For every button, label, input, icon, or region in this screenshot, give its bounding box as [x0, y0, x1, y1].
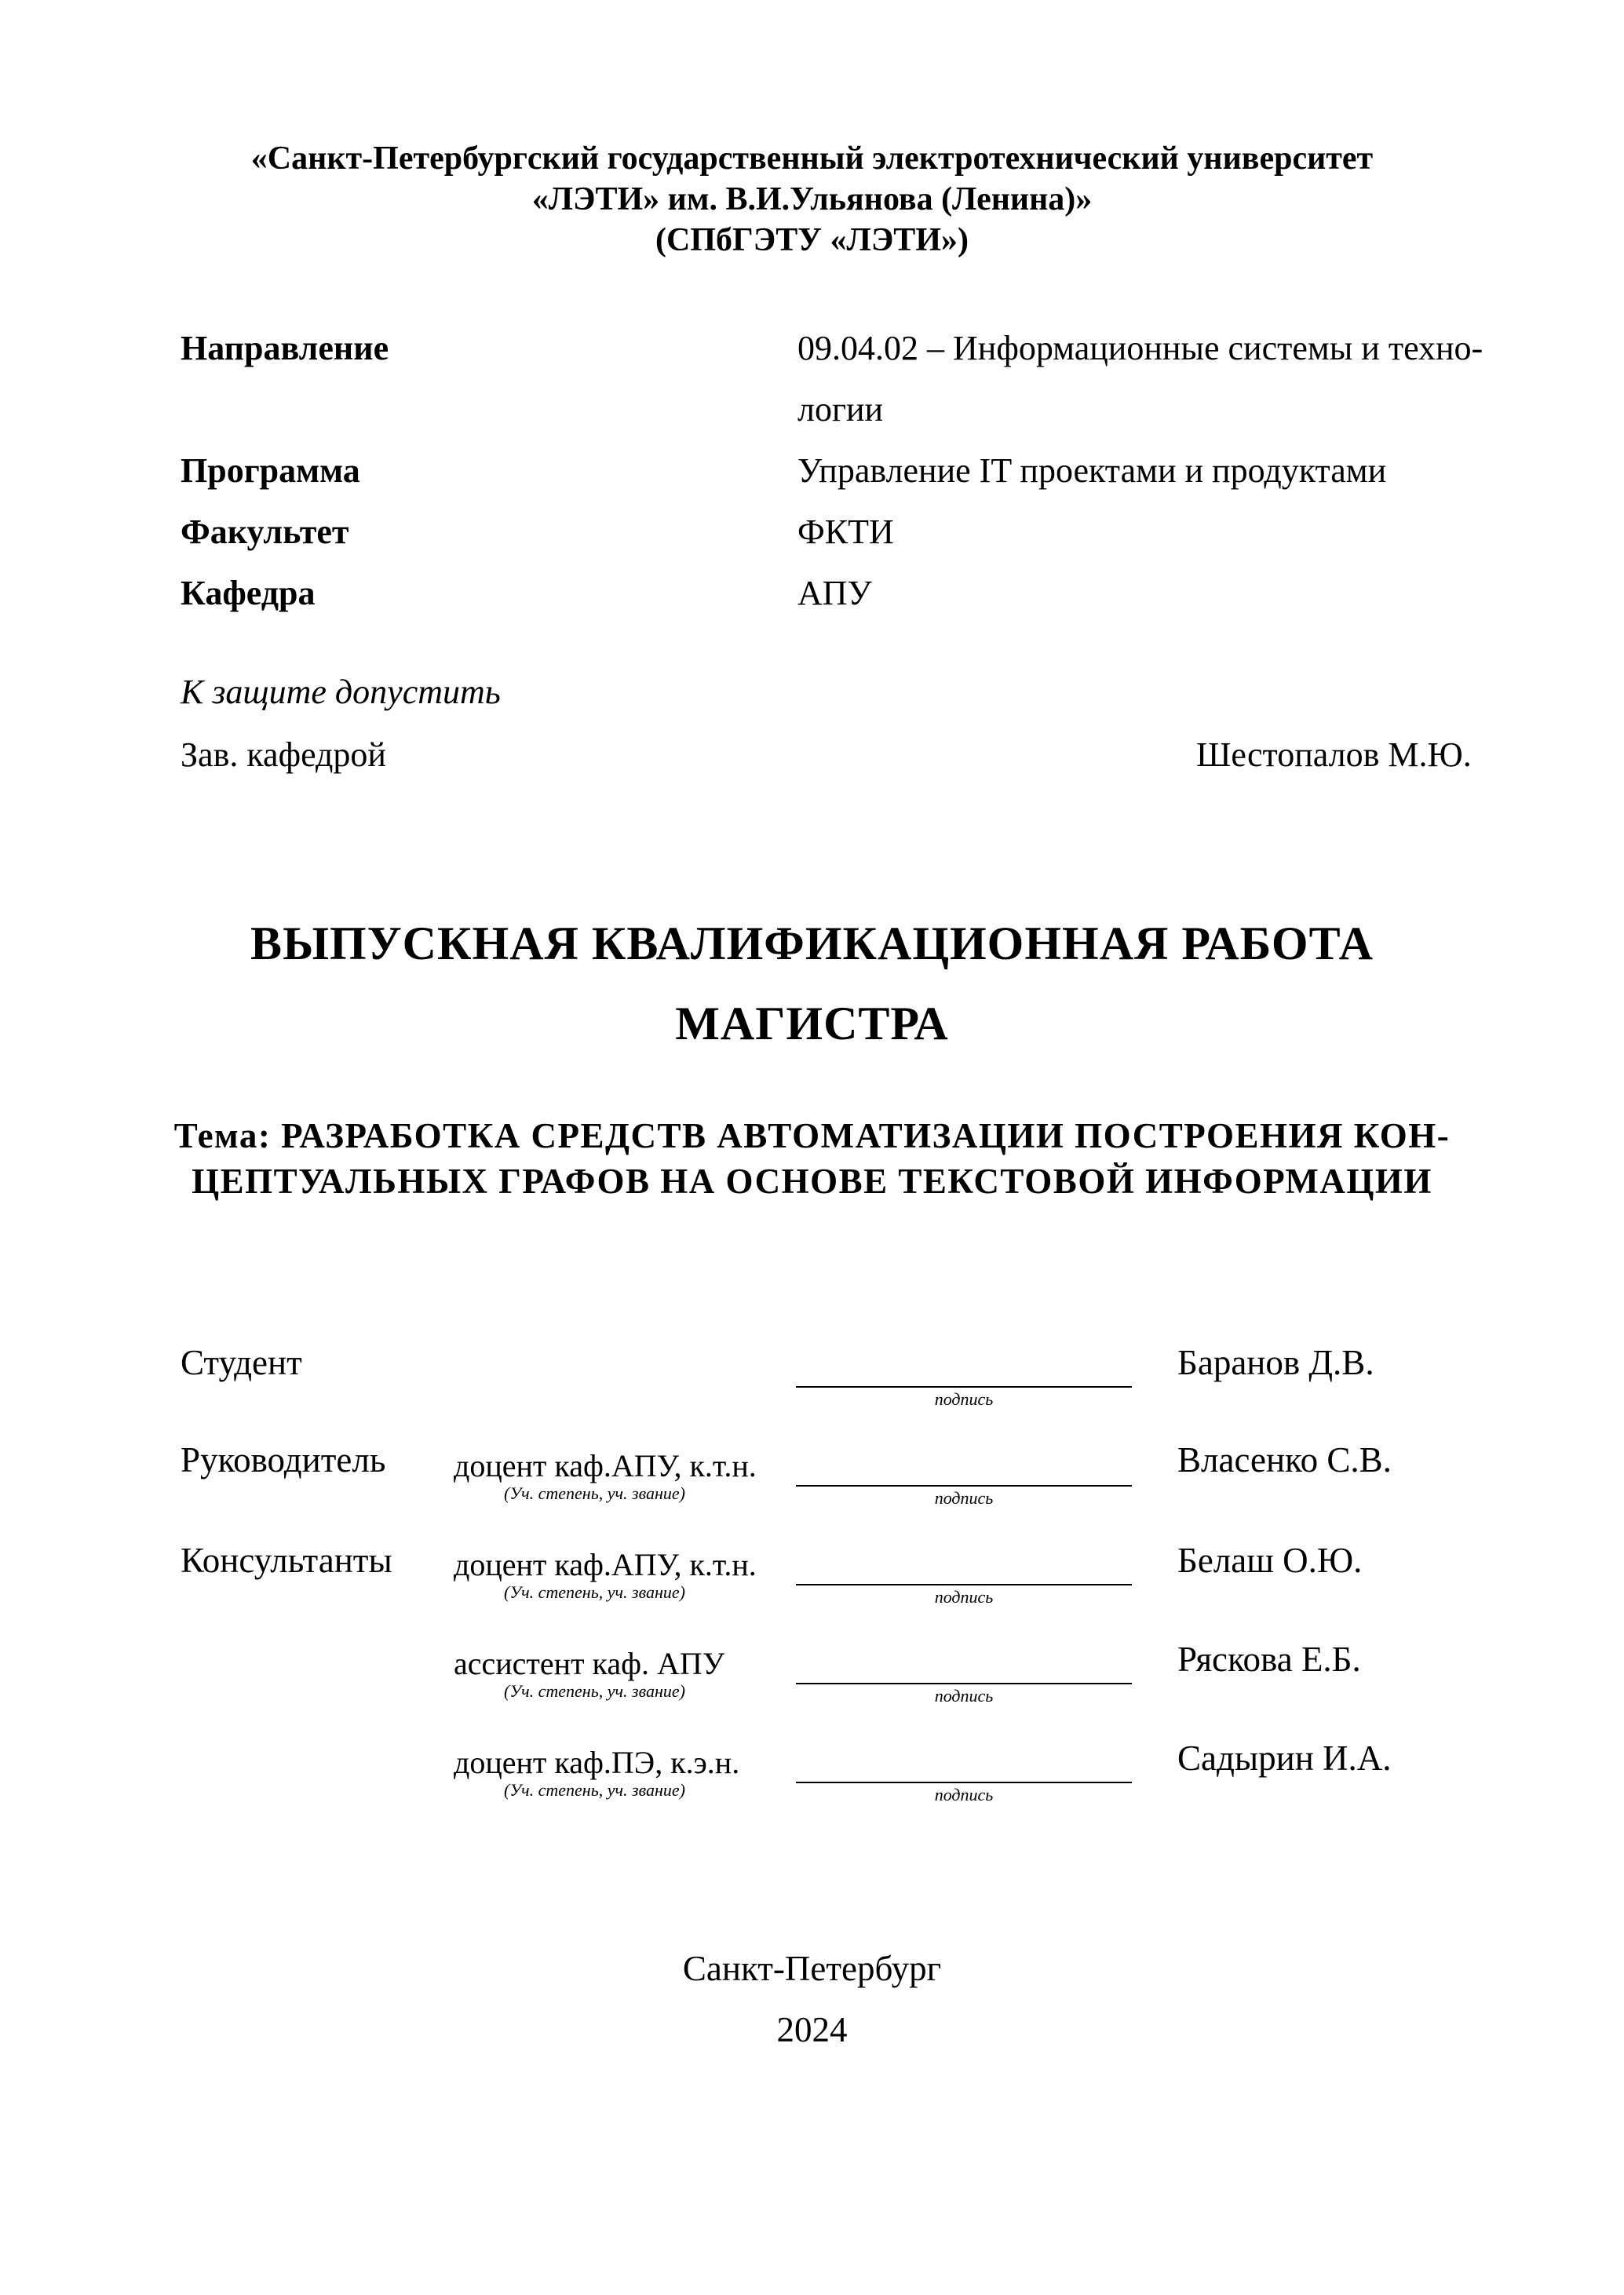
year: 2024 — [776, 2010, 848, 2049]
consultant2-name: Ряскова Е.Б. — [1177, 1640, 1361, 1679]
consultant2-position: ассистент каф. АПУ — [454, 1646, 725, 1681]
supervisor-degree-hint: (Уч. степень, уч. звание) — [504, 1483, 685, 1503]
topic-line2: ЦЕПТУАЛЬНЫХ ГРАФОВ НА ОСНОВЕ ТЕКСТОВОЙ ИНФОРМАЦИИ — [192, 1162, 1432, 1201]
head-of-department-label: Зав. кафедрой — [181, 735, 386, 774]
supervisor-signature-hint: подпись — [934, 1488, 994, 1508]
consultant3-signature-hint: подпись — [934, 1785, 994, 1804]
consultant3-name: Садырин И.А. — [1177, 1739, 1392, 1778]
university-abbreviation: (СПбГЭТУ «ЛЭТИ») — [655, 222, 969, 258]
consultant3-degree-hint: (Уч. степень, уч. звание) — [504, 1780, 685, 1800]
direction-value-line1: 09.04.02 – Информационные системы и техно- — [797, 329, 1483, 367]
consultant2-signature-line — [796, 1683, 1132, 1684]
admission-note: К защите допустить — [181, 673, 501, 711]
direction-label: Направление — [181, 329, 389, 367]
student-role: Студент — [181, 1343, 302, 1382]
supervisor-signature-line — [796, 1485, 1132, 1487]
consultant1-position: доцент каф.АПУ, к.т.н. — [454, 1547, 757, 1582]
work-title-line2: МАГИСТРА — [675, 998, 949, 1049]
city: Санкт-Петербург — [682, 1949, 942, 1988]
student-signature-hint: подпись — [934, 1389, 994, 1409]
consultant1-signature-hint: подпись — [934, 1587, 994, 1607]
consultant1-degree-hint: (Уч. степень, уч. звание) — [504, 1582, 685, 1602]
consultant1-name: Белаш О.Ю. — [1177, 1541, 1363, 1580]
student-signature-line — [796, 1386, 1132, 1388]
consultant2-degree-hint: (Уч. степень, уч. звание) — [504, 1681, 685, 1701]
university-name-line2: «ЛЭТИ» им. В.И.Ульянова (Ленина)» — [531, 181, 1093, 217]
department-label: Кафедра — [181, 574, 316, 612]
consultant3-signature-line — [796, 1782, 1132, 1783]
department-value: АПУ — [797, 574, 872, 612]
direction-value-line2: логии — [797, 390, 884, 429]
faculty-label: Факультет — [181, 513, 349, 551]
supervisor-name: Власенко С.В. — [1177, 1440, 1392, 1480]
faculty-value: ФКТИ — [797, 513, 894, 551]
supervisor-position: доцент каф.АПУ, к.т.н. — [454, 1448, 757, 1483]
program-value: Управление IT проектами и продуктами — [797, 451, 1387, 490]
university-header — [0, 138, 1624, 261]
student-name: Баранов Д.В. — [1177, 1343, 1374, 1382]
consultant1-signature-line — [796, 1584, 1132, 1585]
work-title-line1: ВЫПУСКНАЯ КВАЛИФИКАЦИОННАЯ РАБОТА — [250, 918, 1374, 969]
supervisor-role: Руководитель — [181, 1440, 386, 1480]
consultant3-position: доцент каф.ПЭ, к.э.н. — [454, 1745, 740, 1780]
program-label: Программа — [181, 451, 360, 490]
consultant2-signature-hint: подпись — [934, 1686, 994, 1706]
consultants-role: Консультанты — [181, 1541, 392, 1580]
head-of-department-name: Шестопалов М.Ю. — [1196, 735, 1472, 774]
topic-line1: Тема: РАЗРАБОТКА СРЕДСТВ АВТОМАТИЗАЦИИ ПОСТРОЕНИЯ КОН- — [173, 1116, 1451, 1155]
university-name-line1: «Санкт-Петербургский государственный электротехнический университет — [250, 140, 1374, 177]
